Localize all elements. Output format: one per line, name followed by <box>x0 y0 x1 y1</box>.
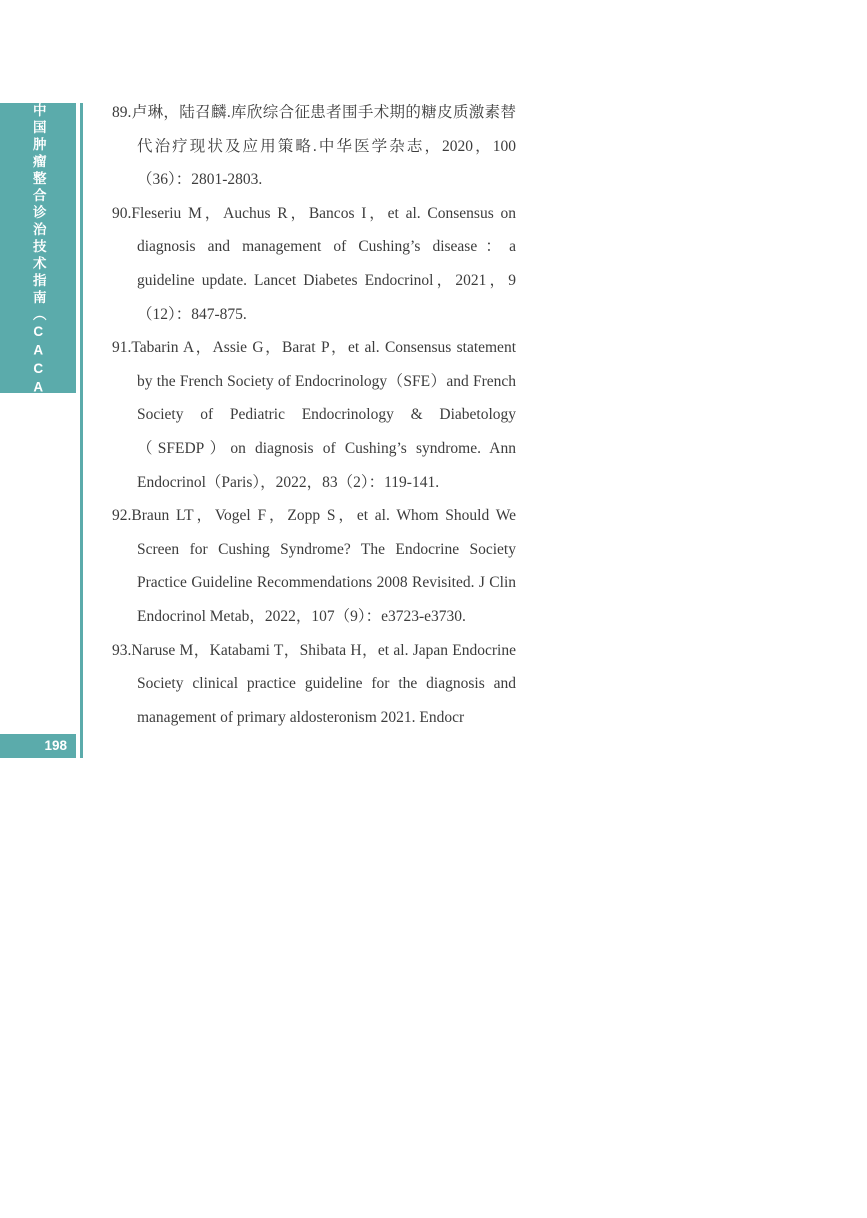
reference-item <box>112 197 516 331</box>
reference-text: Tabarin A，Assie G，Barat P，et al. Consensus statement by the French Society of Endocrinology（SFE）and French Society of Pediatric Endocrinology & Diabetology（SFEDP）on diagnosis of Cushing’s syndrome. Ann Endocrinol（Paris），2022，83（2）：119-141. <box>131 339 516 491</box>
reference-text: Braun LT，Vogel F，Zopp S，et al. Whom Should We Screen for Cushing Syndrome? The Endocrine Society Practice Guideline Recommendations 2008 Revisited. J Clin Endocrinol Metab，2022，107（9）：e3723-e3730. <box>131 507 516 625</box>
reference-text: Naruse M，Katabami T，Shibata H，et al. Japan Endocrine Society clinical practice guideline for the diagnosis and management of primary aldosteronism 2021. Endocr <box>131 641 516 726</box>
vertical-rule <box>80 103 83 758</box>
reference-item <box>112 634 516 735</box>
reference-item <box>112 96 516 197</box>
reference-number: 92. <box>112 507 132 525</box>
reference-list <box>112 96 516 734</box>
reference-item <box>112 499 516 633</box>
page-number-badge: 198 <box>0 734 76 758</box>
reference-item <box>112 331 516 499</box>
reference-text: Fleseriu M，Auchus R，Bancos I，et al. Consensus on diagnosis and management of Cushing’s disease：a guideline update. Lancet Diabetes Endocrinol，2021，9（12）：847-875. <box>131 204 516 323</box>
reference-number: 91. <box>112 339 132 357</box>
sidebar-spine <box>0 103 76 415</box>
reference-number: 93. <box>112 641 132 659</box>
spine-title: 中国肿瘤整合诊治技术指南︵CACA︶ <box>30 103 46 415</box>
reference-number: 90. <box>112 204 132 222</box>
reference-number: 89. <box>112 104 132 121</box>
reference-text: 卢琳，陆召麟.库欣综合征患者围手术期的糖皮质激素替代治疗现状及应用策略.中华医学杂志，2020，100（36）：2801-2803. <box>131 104 516 189</box>
